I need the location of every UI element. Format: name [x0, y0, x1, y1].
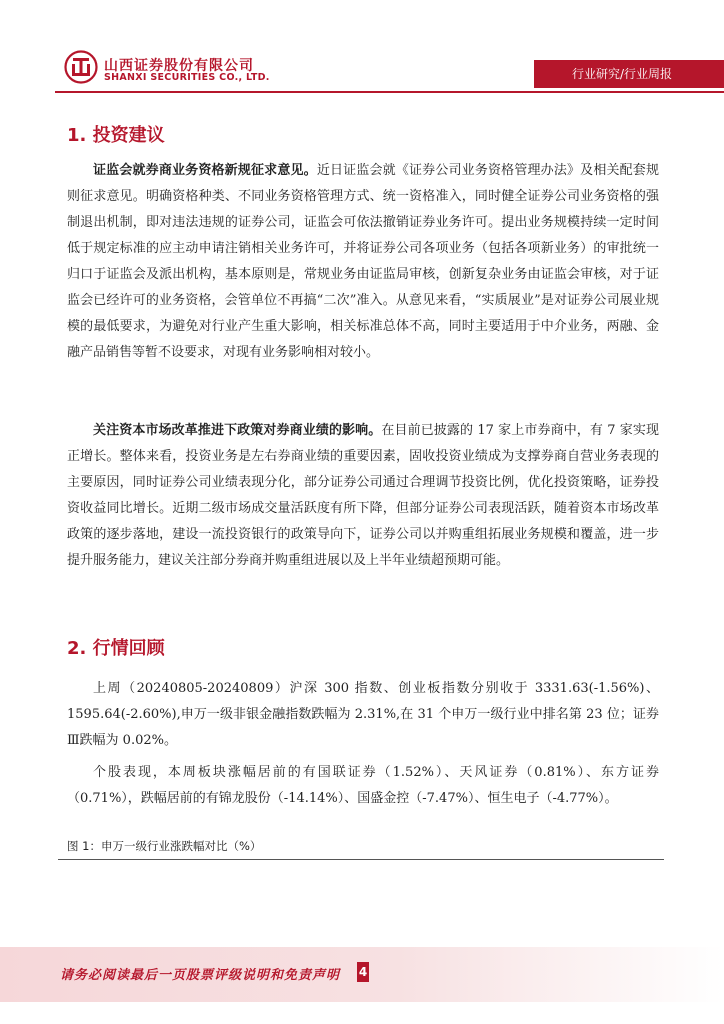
page-header — [0, 0, 724, 95]
company-logo-icon — [64, 50, 98, 84]
paragraph-capital-market-reform — [67, 418, 659, 574]
paragraph-brokerage-qualification — [67, 158, 659, 366]
paragraph-index-performance — [67, 676, 659, 754]
report-type-badge: 行业研究/行业周报 — [534, 60, 724, 88]
figure-caption: 图 1：申万一级行业涨跌幅对比（%） — [67, 839, 262, 853]
header-divider — [55, 91, 724, 93]
section-title-market-review: 2. 行情回顾 — [67, 638, 165, 659]
page-footer — [0, 947, 724, 1002]
paragraph-stock-performance — [67, 760, 659, 812]
footer-disclaimer: 请务必阅读最后一页股票评级说明和免责声明 — [60, 968, 341, 983]
paragraph-body: 在目前已披露的 17 家上市券商中，有 7 家实现正增长。整体来看，投资业务是左右券商业绩的重要因素，固收投资业绩成为支撑券商自营业务表现的主要原因，同时证券公司业绩表现分化，部分证券公司通过合理调节投资比例，优化投资策略，证券投资收益同比增长。近期二级市场成交量活跃度有所下降，但部分证券公司表现活跃，随着资本市场改革政策的逐步落地，建设一流投资银行的政策导向下，证券公司以并购重组拓展业务规模和覆盖，进一步提升服务能力，建议关注部分券商并购重组进展以及上半年业绩超预期可能。 — [67, 423, 659, 568]
section-title-investment: 1. 投资建议 — [67, 125, 165, 146]
paragraph-body: 近日证监会就《证券公司业务资格管理办法》及相关配套规则征求意见。明确资格种类、不同业务资格管理方式、统一资格准入，同时健全证券公司业务资格的强制退出机制，即对违法违规的证券公司，证监会可依法撤销证券业务许可。提出业务规模持续一定时间低于规定标准的应主动申请注销相关业务许可，并将证券公司各项业务（包括各项新业务）的审批统一归口于证监会及派出机构，基本原则是，常规业务由证监局审核，创新复杂业务由证监会审核，对于证监会已经许可的业务资格，会管单位不再搞“二次”准入。从意见来看，“实质展业”是对证券公司展业规模的最低要求，为避免对行业产生重大影响，相关标准总体不高，同时主要适用于中介业务，两融、金融产品销售等暂不设要求，对现有业务影响相对较小。 — [67, 163, 659, 360]
paragraph-lead: 证监会就券商业务资格新规征求意见。 — [93, 163, 317, 178]
paragraph-body: 上周（20240805-20240809）沪深 300 指数、创业板指数分别收于 3331.63(-1.56%)、1595.64(-2.60%),申万一级非银金融指数跌幅为 2.31%,在 31 个申万一级行业中排名第 23 位；证券Ⅲ跌幅为 0.02%。 — [67, 681, 659, 748]
company-name-en: SHANXI SECURITIES CO., LTD. — [104, 72, 270, 83]
company-name-cn: 山西证券股份有限公司 — [104, 58, 254, 74]
caption-divider — [58, 859, 664, 860]
page-number: 4 — [357, 962, 369, 982]
paragraph-lead: 关注资本市场改革推进下政策对券商业绩的影响。 — [93, 423, 382, 438]
paragraph-body: 个股表现，本周板块涨幅居前的有国联证券（1.52%）、天风证券（0.81%）、东方证券（0.71%），跌幅居前的有锦龙股份（-14.14%）、国盛金控（-7.47%）、恒生电子（-4.77%）。 — [67, 765, 659, 806]
